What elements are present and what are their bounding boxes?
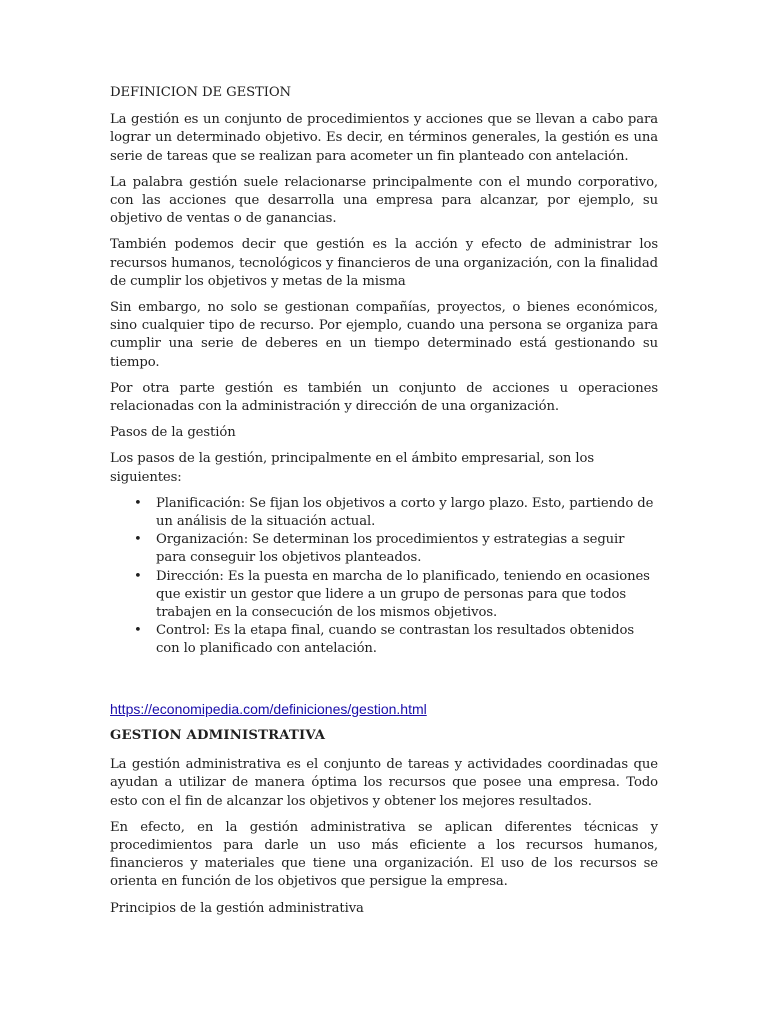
document-page [110,84,658,926]
document-title: DEFINICION DE GESTION [110,85,291,100]
bullet-icon: • [134,623,142,639]
paragraph-any-resource: Sin embargo, no solo se gestionan compañías, proyectos, o bienes económicos, sino cualquier tipo de recurso. Por ejemplo, cuando una persona se organiza para cumplir una serie de deberes en un tiempo determinado está gestionando su tiempo. [110,300,658,370]
paragraph-admin-techniques: En efecto, en la gestión administrativa se aplican diferentes técnicas y procedimientos para darle un uso más eficiente a los recursos humanos, financieros y materiales que tiene una organización. El uso de los recursos se orienta en función de los objetivos que persigue la empresa. [110,819,658,890]
list-item [134,622,658,658]
bullet-icon: • [134,532,142,548]
paragraph-resources: También podemos decir que gestión es la acción y efecto de administrar los recursos humanos, tecnológicos y financieros de una organización, con la finalidad de cumplir los objetivos y metas de la misma [110,237,658,289]
paragraph-definition: La gestión es un conjunto de procedimientos y acciones que se llevan a cabo para lograr un determinado objetivo. Es decir, en términos generales, la gestión es una serie de tareas que se realizan para acometer un fin planteado con antelación. [110,112,658,164]
steps-list [110,495,658,659]
steps-heading: Pasos de la gestión [110,425,236,441]
step-text: Dirección: Es la puesta en marcha de lo planificado, teniendo en ocasiones que existir un gestor que lidere a un grupo de personas para que todos trabajen en la consecución de los mismos objetivos. [156,568,650,621]
principles-heading: Principios de la gestión administrativa [110,900,364,916]
list-item [134,531,658,567]
paragraph-corporate: La palabra gestión suele relacionarse principalmente con el mundo corporativo, con las acciones que desarrolla una empresa para alcanzar, por ejemplo, su objetivo de ventas o de ganancias. [110,174,658,227]
source-link[interactable]: https://economipedia.com/definiciones/gestion.html [110,700,427,717]
paragraph-admin-definition: La gestión administrativa es el conjunto de tareas y actividades coordinadas que ayudan a utilizar de manera óptima los recursos que posee una empresa. Todo esto con el fin de alcanzar los objetivos y obtener los mejores resultados. [110,757,658,809]
section-title-gestion-administrativa: GESTION ADMINISTRATIVA [110,727,326,743]
bullet-icon: • [134,495,142,511]
bullet-icon: • [134,568,142,584]
step-text: Organización: Se determinan los procedimientos y estrategias a seguir para conseguir los objetivos planteados. [156,532,625,566]
list-item [134,568,658,623]
paragraph-operations: Por otra parte gestión es también un conjunto de acciones u operaciones relacionadas con la administración y dirección de una organización. [110,380,658,415]
step-text: Control: Es la etapa final, cuando se contrastan los resultados obtenidos con lo planificado con antelación. [156,623,635,657]
steps-intro: Los pasos de la gestión, principalmente en el ámbito empresarial, son los siguientes: [110,451,595,485]
list-item [134,495,658,531]
step-text: Planificación: Se fijan los objetivos a corto y largo plazo. Esto, partiendo de un análisis de la situación actual. [156,495,654,530]
